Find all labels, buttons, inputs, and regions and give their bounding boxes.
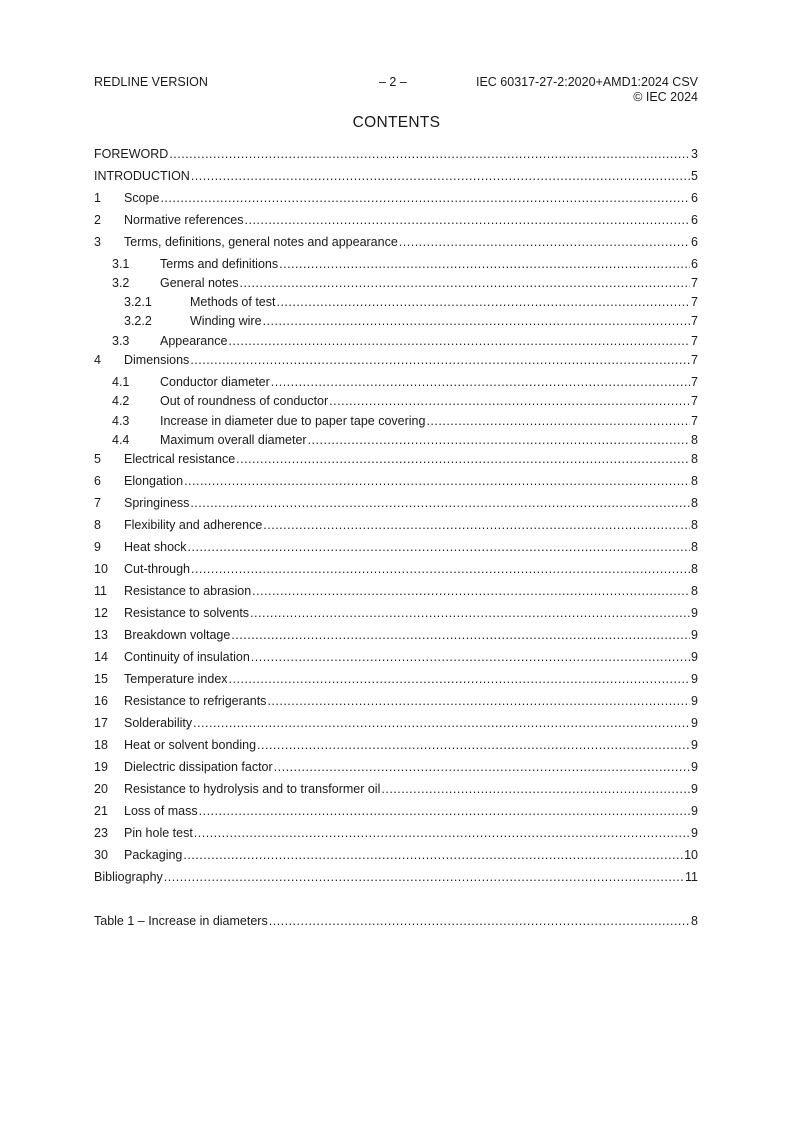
toc-entry-title: Resistance to hydrolysis and to transformer oil bbox=[124, 782, 381, 796]
toc-entry-number: 4.2 bbox=[112, 394, 130, 408]
toc-entry-page: 8 bbox=[691, 914, 698, 928]
toc-entry[interactable] bbox=[94, 190, 698, 206]
toc-dot-leader bbox=[276, 294, 690, 310]
toc-entry-page: 7 bbox=[691, 353, 698, 367]
toc-entry-title: General notes bbox=[160, 276, 239, 290]
toc-entry-page: 8 bbox=[691, 433, 698, 447]
header-standard-number: IEC 60317-27-2:2020+AMD1:2024 CSV bbox=[475, 75, 698, 89]
page-title: CONTENTS bbox=[352, 114, 441, 131]
toc-dot-leader bbox=[164, 869, 684, 885]
toc-dot-leader bbox=[160, 190, 690, 206]
toc-entry[interactable] bbox=[94, 294, 698, 310]
header-page-number: – 2 – bbox=[379, 75, 407, 89]
toc-dot-leader bbox=[279, 256, 690, 272]
toc-dot-leader bbox=[245, 212, 691, 228]
toc-dot-leader bbox=[190, 495, 690, 511]
toc-entry-page: 7 bbox=[691, 394, 698, 408]
toc-entry-page: 7 bbox=[691, 276, 698, 290]
toc-entry-number: 14 bbox=[94, 650, 108, 664]
toc-dot-leader bbox=[228, 333, 690, 349]
toc-dot-leader bbox=[169, 146, 690, 162]
toc-entry-page: 9 bbox=[691, 694, 698, 708]
toc-entry[interactable] bbox=[94, 393, 698, 409]
toc-entry[interactable] bbox=[94, 432, 698, 448]
toc-entry-number: 4.4 bbox=[112, 433, 130, 447]
toc-entry-page: 9 bbox=[691, 804, 698, 818]
toc-entry-page: 8 bbox=[691, 540, 698, 554]
toc-entry-title: Solderability bbox=[124, 716, 193, 730]
toc-entry-number: 30 bbox=[94, 848, 108, 862]
toc-dot-leader bbox=[263, 517, 690, 533]
toc-dot-leader bbox=[269, 913, 690, 929]
toc-entry-number: 4.1 bbox=[112, 375, 130, 389]
toc-dot-leader bbox=[251, 649, 690, 665]
toc-entry-title: Conductor diameter bbox=[160, 375, 270, 389]
toc-entry[interactable] bbox=[94, 333, 698, 349]
toc-entry-page: 8 bbox=[691, 518, 698, 532]
toc-entry-title: Temperature index bbox=[124, 672, 228, 686]
toc-entry[interactable] bbox=[94, 275, 698, 291]
toc-dot-leader bbox=[184, 473, 690, 489]
toc-dot-leader bbox=[188, 539, 691, 555]
toc-entry-title: Terms, definitions, general notes and appearance bbox=[124, 235, 398, 249]
toc-entry-number: 7 bbox=[94, 496, 101, 510]
toc-entry-number: 19 bbox=[94, 760, 108, 774]
toc-entry-title: Out of roundness of conductor bbox=[160, 394, 329, 408]
header-copyright: © IEC 2024 bbox=[633, 90, 698, 104]
toc-dot-leader bbox=[193, 715, 690, 731]
toc-dot-leader bbox=[240, 275, 691, 291]
toc-entry-number: 10 bbox=[94, 562, 108, 576]
toc-entry-number: 1 bbox=[94, 191, 101, 205]
toc-entry-title: Springiness bbox=[124, 496, 190, 510]
toc-entry-number: 20 bbox=[94, 782, 108, 796]
toc-entry-number: 12 bbox=[94, 606, 108, 620]
toc-entry[interactable] bbox=[94, 781, 698, 797]
toc-entry[interactable] bbox=[94, 803, 698, 819]
toc-entry-title: Resistance to refrigerants bbox=[124, 694, 267, 708]
toc-entry-title: Terms and definitions bbox=[160, 257, 279, 271]
toc-entry-title: Elongation bbox=[124, 474, 184, 488]
toc-dot-leader bbox=[199, 803, 690, 819]
toc-entry[interactable] bbox=[94, 256, 698, 272]
toc-entry-title: Dielectric dissipation factor bbox=[124, 760, 273, 774]
toc-entry[interactable] bbox=[94, 605, 698, 621]
toc-entry-page: 8 bbox=[691, 496, 698, 510]
toc-entry[interactable] bbox=[94, 759, 698, 775]
toc-dot-leader bbox=[308, 432, 690, 448]
toc-entry-page: 6 bbox=[691, 235, 698, 249]
toc-entry[interactable] bbox=[94, 561, 698, 577]
toc-entry-number: 6 bbox=[94, 474, 101, 488]
toc-dot-leader bbox=[191, 168, 690, 184]
toc-entry-title: Appearance bbox=[160, 334, 228, 348]
toc-entry-page: 7 bbox=[691, 414, 698, 428]
toc-entry[interactable] bbox=[94, 352, 698, 368]
toc-entry-number: 4.3 bbox=[112, 414, 130, 428]
toc-dot-leader bbox=[399, 234, 690, 250]
toc-entry-title: Loss of mass bbox=[124, 804, 198, 818]
toc-entry-page: 9 bbox=[691, 672, 698, 686]
toc-entry-page: 6 bbox=[691, 191, 698, 205]
header-version-label: REDLINE VERSION bbox=[94, 75, 208, 89]
toc-dot-leader bbox=[381, 781, 690, 797]
toc-entry[interactable] bbox=[94, 374, 698, 390]
toc-entry[interactable] bbox=[94, 671, 698, 687]
toc-entry[interactable] bbox=[94, 693, 698, 709]
toc-entry-title: Breakdown voltage bbox=[124, 628, 231, 642]
toc-entry-page: 9 bbox=[691, 628, 698, 642]
toc-entry-page: 6 bbox=[691, 213, 698, 227]
toc-entry-title: Table 1 – Increase in diameters bbox=[94, 914, 268, 928]
toc-entry-number: 3 bbox=[94, 235, 101, 249]
toc-entry-title: Winding wire bbox=[190, 314, 262, 328]
toc-entry-number: 15 bbox=[94, 672, 108, 686]
toc-entry-page: 8 bbox=[691, 452, 698, 466]
toc-entry[interactable] bbox=[94, 627, 698, 643]
toc-entry[interactable] bbox=[94, 649, 698, 665]
toc-entry-number: 21 bbox=[94, 804, 108, 818]
toc-entry-number: 18 bbox=[94, 738, 108, 752]
toc-entry-title: INTRODUCTION bbox=[94, 169, 190, 183]
toc-entry-page: 7 bbox=[691, 295, 698, 309]
toc-dot-leader bbox=[257, 737, 690, 753]
page-header bbox=[94, 75, 698, 109]
toc-entry-page: 7 bbox=[691, 375, 698, 389]
toc-entry-title: Methods of test bbox=[190, 295, 276, 309]
toc-entry[interactable] bbox=[94, 313, 698, 329]
toc-entry[interactable] bbox=[94, 212, 698, 228]
toc-entry-title: Normative references bbox=[124, 213, 244, 227]
toc-entry-title: Pin hole test bbox=[124, 826, 193, 840]
toc-dot-leader bbox=[274, 759, 690, 775]
toc-entry-number: 3.2.1 bbox=[124, 295, 152, 309]
toc-entry-page: 9 bbox=[691, 826, 698, 840]
toc-entry-title: Packaging bbox=[124, 848, 183, 862]
toc-entry-page: 11 bbox=[685, 870, 698, 884]
toc-entry-page: 9 bbox=[691, 782, 698, 796]
toc-entry-title: Flexibility and adherence bbox=[124, 518, 263, 532]
toc-entry-page: 7 bbox=[691, 314, 698, 328]
toc-entry-title: Dimensions bbox=[124, 353, 190, 367]
toc-entry-number: 3.3 bbox=[112, 334, 130, 348]
toc-entry-number: 16 bbox=[94, 694, 108, 708]
toc-entry-title: Continuity of insulation bbox=[124, 650, 250, 664]
toc-dot-leader bbox=[267, 693, 690, 709]
toc-entry-number: 17 bbox=[94, 716, 108, 730]
toc-entry[interactable] bbox=[94, 539, 698, 555]
toc-entry-page: 5 bbox=[691, 169, 698, 183]
toc-entry-title: Scope bbox=[124, 191, 160, 205]
toc-entry-page: 9 bbox=[691, 650, 698, 664]
toc-entry[interactable] bbox=[94, 913, 698, 929]
toc-entry-number: 11 bbox=[94, 584, 107, 598]
toc-entry[interactable] bbox=[94, 473, 698, 489]
toc-dot-leader bbox=[190, 352, 690, 368]
toc-entry-number: 23 bbox=[94, 826, 108, 840]
toc-entry-title: Heat shock bbox=[124, 540, 187, 554]
toc-dot-leader bbox=[271, 374, 690, 390]
toc-entry-number: 13 bbox=[94, 628, 108, 642]
toc-entry-number: 4 bbox=[94, 353, 101, 367]
toc-dot-leader bbox=[194, 825, 690, 841]
toc-entry-title: Increase in diameter due to paper tape covering bbox=[160, 414, 426, 428]
toc-entry-number: 3.2 bbox=[112, 276, 130, 290]
toc-dot-leader bbox=[329, 393, 690, 409]
toc-entry-page: 9 bbox=[691, 716, 698, 730]
toc-dot-leader bbox=[252, 583, 690, 599]
toc-entry-page: 6 bbox=[691, 257, 698, 271]
toc-entry[interactable] bbox=[94, 825, 698, 841]
toc-entry[interactable] bbox=[94, 234, 698, 250]
header-document-id bbox=[476, 75, 698, 105]
toc-entry[interactable] bbox=[94, 847, 698, 863]
toc-dot-leader bbox=[229, 671, 691, 687]
toc-entry[interactable] bbox=[94, 168, 698, 184]
toc-entry-title: Maximum overall diameter bbox=[160, 433, 307, 447]
toc-dot-leader bbox=[250, 605, 690, 621]
toc-entry-page: 8 bbox=[691, 474, 698, 488]
toc-entry[interactable] bbox=[94, 413, 698, 429]
toc-dot-leader bbox=[236, 451, 690, 467]
toc-entry-number: 8 bbox=[94, 518, 101, 532]
toc-entry-title: Bibliography bbox=[94, 870, 163, 884]
toc-dot-leader bbox=[426, 413, 690, 429]
toc-entry[interactable] bbox=[94, 495, 698, 511]
toc-entry-title: Heat or solvent bonding bbox=[124, 738, 257, 752]
toc-entry-page: 9 bbox=[691, 606, 698, 620]
toc-entry-number: 3.2.2 bbox=[124, 314, 152, 328]
toc-entry-number: 3.1 bbox=[112, 257, 130, 271]
toc-entry-page: 3 bbox=[691, 147, 698, 161]
toc-entry[interactable] bbox=[94, 715, 698, 731]
toc-entry-page: 8 bbox=[691, 562, 698, 576]
toc-entry[interactable] bbox=[94, 737, 698, 753]
toc-entry-title: Resistance to solvents bbox=[124, 606, 250, 620]
toc-entry-page: 8 bbox=[691, 584, 698, 598]
toc-entry-page: 10 bbox=[684, 848, 698, 862]
toc-dot-leader bbox=[263, 313, 690, 329]
toc-entry[interactable] bbox=[94, 517, 698, 533]
toc-entry[interactable] bbox=[94, 451, 698, 467]
toc-entry-title: Resistance to abrasion bbox=[124, 584, 252, 598]
toc-entry-title: FOREWORD bbox=[94, 147, 169, 161]
toc-entry[interactable] bbox=[94, 869, 698, 885]
toc-entry[interactable] bbox=[94, 583, 698, 599]
toc-entry-number: 2 bbox=[94, 213, 101, 227]
toc-entry-title: Electrical resistance bbox=[124, 452, 236, 466]
toc-entry-page: 9 bbox=[691, 738, 698, 752]
toc-entry[interactable] bbox=[94, 146, 698, 162]
toc-dot-leader bbox=[191, 561, 690, 577]
toc-entry-title: Cut-through bbox=[124, 562, 191, 576]
toc-entry-page: 9 bbox=[691, 760, 698, 774]
toc-entry-number: 5 bbox=[94, 452, 101, 466]
toc-dot-leader bbox=[231, 627, 690, 643]
toc-entry-number: 9 bbox=[94, 540, 101, 554]
toc-entry-page: 7 bbox=[691, 334, 698, 348]
toc-dot-leader bbox=[183, 847, 683, 863]
